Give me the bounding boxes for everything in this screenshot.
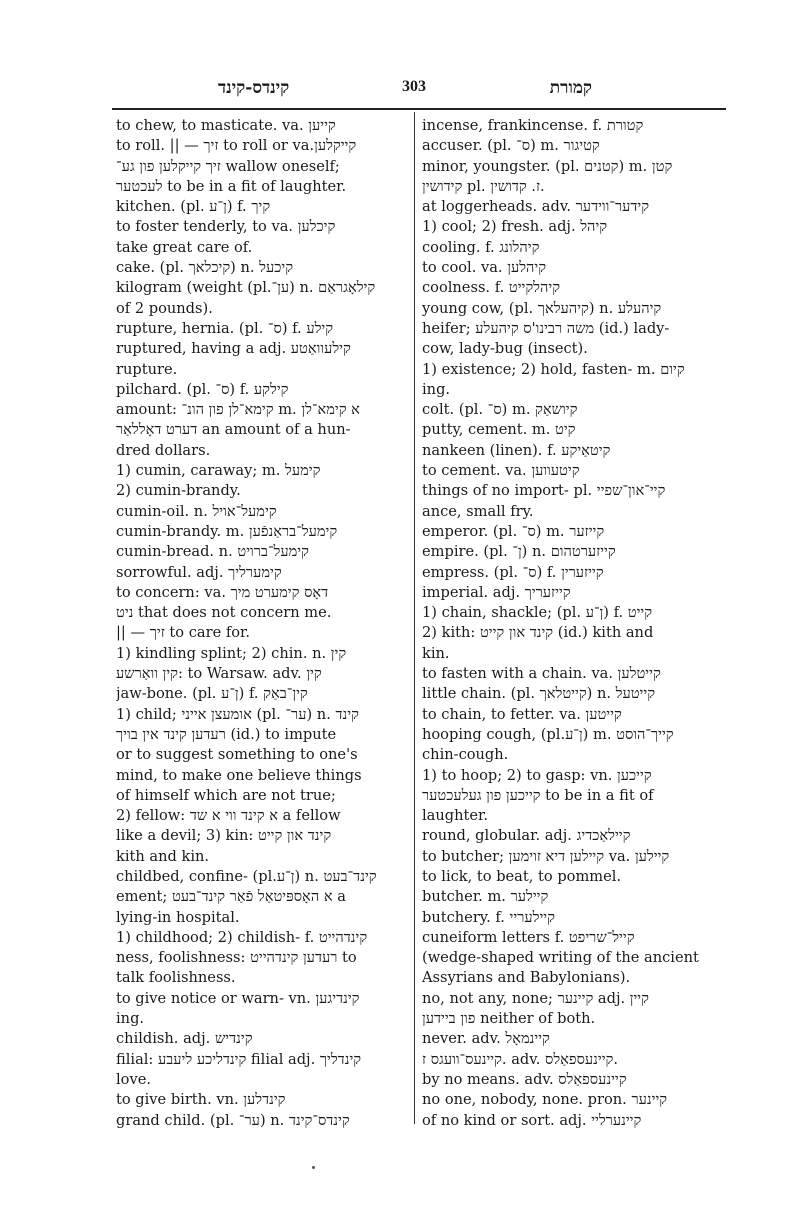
dictionary-entry-line: things of no import- pl. קיי־און־שפיי: [422, 482, 666, 500]
dictionary-entry-line: empress. (pl. ס־) f. קייזערין: [422, 563, 604, 581]
dictionary-entry-line: to chew, to masticate. va. קייען: [116, 117, 336, 134]
dictionary-entry-line: butcher. m. קיילער: [422, 888, 549, 906]
dictionary-entry-line: coolness. f. קיהלקייט: [422, 279, 561, 297]
dictionary-entry-line: filial: קינדליכע ליעבע filial adj. קינדליך: [116, 1050, 362, 1068]
dictionary-entry-line: 1) cool; 2) fresh. adj. קיהל: [422, 218, 608, 236]
ink-speck: [312, 1166, 315, 1169]
dictionary-entry-line: little chain. (pl. קייטלאך) n. קייטעל: [422, 685, 656, 703]
dictionary-entry-line: putty, cement. m. קיט: [422, 421, 576, 439]
header-left-guide-word: קינדס-קינד: [218, 78, 290, 98]
dictionary-entry-line: accuser. (pl. ס־) m. קטיגור: [422, 137, 600, 155]
dictionary-entry-line: 1) chain, shackle; (pl. ן־ע) f. קייט: [422, 604, 653, 622]
dictionary-entry-line: at loggerheads. adv. קידער־ווידער: [422, 198, 650, 216]
dictionary-entry-line: זיך קייקלען פון גע־ wallow oneself;: [116, 157, 340, 175]
dictionary-entry-line: קייכען פון געלעכטער to be in a fit of: [422, 786, 654, 804]
dictionary-entry-line: emperor. (pl. ס־) m. קייזער: [422, 522, 605, 540]
dictionary-entry-line: 1) kindling splint; 2) chin. n. קין: [116, 644, 347, 662]
dictionary-entry-line: of himself which are not true;: [116, 786, 336, 804]
dictionary-entry-line: childbed, confine- (pl.ן־ע) n. קינד־בעט: [116, 867, 377, 885]
dictionary-entry-line: minor, youngster. (pl. קטנים) m. קטן: [422, 157, 673, 175]
dictionary-entry-line: קיינעס־וועגס ז. adv. קיינעספאַלס.: [422, 1050, 618, 1068]
dictionary-entry-line: amount: קימא־לן פון הונ־ m. א קימא־לן: [116, 401, 360, 419]
dictionary-entry-line: of 2 pounds).: [116, 299, 213, 317]
dictionary-entry-line: kin.: [422, 644, 450, 662]
dictionary-entry-line: kitchen. (pl. ן־ע) f. קיך: [116, 198, 271, 216]
dictionary-entry-line: lying-in hospital.: [116, 908, 240, 926]
dictionary-entry-line: 2) cumin-brandy.: [116, 482, 241, 500]
page-number: 303: [402, 78, 426, 95]
dictionary-entry-line: to chain, to fetter. va. קייטען: [422, 705, 622, 723]
dictionary-entry-line: kilogram (weight (pl.ען־) n. קילאָגראַם: [116, 279, 376, 297]
dictionary-entry-line: ing.: [422, 380, 451, 398]
dictionary-entry-line: take great care of.: [116, 238, 253, 256]
dictionary-entry-line: to concern: va. דאָס קימערט מיך: [116, 583, 329, 601]
dictionary-entry-line: rupture.: [116, 360, 178, 378]
dictionary-entry-line: rupture, hernia. (pl. ס־) f. קילע: [116, 319, 334, 337]
dictionary-entry-line: incense, frankincense. f. קטורת: [422, 117, 644, 134]
dictionary-entry-line: pilchard. (pl. ס־) f. קילקע: [116, 380, 289, 398]
dictionary-entry-line: רעדען קינד אין בויך (id.) to impute: [116, 725, 337, 743]
right-column: [422, 116, 722, 1131]
dictionary-entry-line: cooling. f. קיהלונג: [422, 238, 540, 256]
dictionary-entry-line: colt. (pl. ס־) m. קיושאַק: [422, 401, 578, 419]
dictionary-entry-line: heifer; משה רבינו'ס קיהעלע (id.) lady-: [422, 319, 670, 337]
dictionary-entry-line: cow, lady-bug (insect).: [422, 340, 588, 358]
dictionary-entry-line: 2) kith: קינד און קייט (id.) kith and: [422, 624, 654, 642]
dictionary-entry-line: grand child. (pl. ער־) n. קינדס־קינד: [116, 1111, 350, 1129]
dictionary-entry-line: Assyrians and Babylonians).: [422, 969, 631, 987]
dictionary-entry-line: 1) to hoop; 2) to gasp: vn. קייכען: [422, 766, 652, 784]
dictionary-entry-line: cumin-oil. n. קימעל־אויל: [116, 502, 277, 520]
dictionary-entry-line: to give notice or warn- vn. קינדיגען: [116, 989, 360, 1007]
dictionary-entry-line: cuneiform letters f. קייל־שריפט: [422, 928, 635, 946]
dictionary-entry-line: to cool. va. קיהלען: [422, 259, 547, 277]
dictionary-entry-line: פון ביידען neither of both.: [422, 1010, 596, 1028]
dictionary-entry-line: dred dollars.: [116, 441, 211, 459]
dictionary-entry-line: hooping cough, (pl.ן־ע) m. קייך־הוסט: [422, 725, 674, 743]
dictionary-entry-line: nankeen (linen). f. קיטאַיקע: [422, 441, 611, 459]
dictionary-entry-line: לעכטער to be in a fit of laughter.: [116, 177, 347, 195]
left-column: [116, 116, 416, 1131]
dictionary-entry-line: cumin-bread. n. קימעל־ברויט: [116, 543, 309, 561]
dictionary-entry-line: to foster tenderly, to va. קיכלען: [116, 218, 336, 236]
dictionary-entry-line: 1) existence; 2) hold, fasten- m. קיום: [422, 360, 685, 378]
dictionary-entry-line: ement; א האָספּיטאַל פֿאַר קינד־בעט a: [116, 888, 346, 906]
dictionary-entry-line: chin-cough.: [422, 746, 509, 764]
dictionary-entry-line: ness, foolishness: רעדען קינדהייט to: [116, 949, 357, 967]
dictionary-entry-line: young cow, (pl. קיהעלאך) n. קיהעלע: [422, 299, 662, 317]
dictionary-entry-line: || — זיך to care for.: [116, 624, 251, 642]
dictionary-entry-line: ing.: [116, 1010, 145, 1028]
dictionary-entry-line: never. adv. קיינמאָל: [422, 1030, 550, 1048]
dictionary-entry-line: childish. adj. קינדיש: [116, 1030, 253, 1048]
dictionary-entry-line: talk foolishness.: [116, 969, 236, 987]
dictionary-entry-line: to butcher; קיילען דיא זוימען va. קיילען: [422, 847, 670, 865]
dictionary-entry-line: to roll. || — זיך to roll or va.קייקלען: [116, 137, 357, 155]
header-rule: [112, 108, 726, 110]
dictionary-entry-line: round, globular. adj. קיילאַכדיג: [422, 827, 631, 845]
dictionary-entry-line: to give birth. vn. קינדלען: [116, 1091, 286, 1109]
dictionary-entry-line: no one, nobody, none. pron. קיינער: [422, 1091, 668, 1109]
dictionary-entry-line: like a devil; 3) kin: קינד און קייט: [116, 827, 332, 845]
dictionary-entry-line: or to suggest something to one's: [116, 746, 358, 764]
dictionary-entry-line: to fasten with a chain. va. קייטלען: [422, 665, 661, 683]
dictionary-entry-line: kith and kin.: [116, 847, 210, 865]
dictionary-entry-line: jaw-bone. (pl. ן־ע) f. קין־באַק: [116, 685, 308, 703]
dictionary-entry-line: mind, to make one believe things: [116, 766, 362, 784]
dictionary-entry-line: קין וואַרשע: to Warsaw. adv. קין: [116, 665, 322, 683]
dictionary-entry-line: 2) fellow: א קינד ווי א שד a fellow: [116, 807, 341, 825]
dictionary-entry-line: קידושין pl. ז. קדושין.: [422, 177, 545, 195]
dictionary-entry-line: cake. (pl. קיכלאך) n. קיכעל: [116, 259, 294, 277]
dictionary-entry-line: 1) childhood; 2) childish- f. קינדהייט: [116, 928, 368, 946]
dictionary-entry-line: empire. (pl. ן־) n. קייזערטהום: [422, 543, 616, 561]
dictionary-entry-line: to lick, to beat, to pommel.: [422, 867, 622, 885]
dictionary-entry-line: sorrowful. adj. קימערליך: [116, 563, 282, 581]
dictionary-entry-line: ance, small fry.: [422, 502, 534, 520]
dictionary-entry-line: butchery. f. קיילעריי: [422, 908, 555, 926]
dictionary-entry-line: ruptured, having a adj. קילעוואַטע: [116, 340, 351, 358]
dictionary-entry-line: ניט that does not concern me.: [116, 604, 332, 622]
dictionary-entry-line: no, not any, none; קיינער adj. קיין: [422, 989, 649, 1007]
dictionary-entry-line: cumin-brandy. m. קימעל־בראַנפֿען: [116, 522, 338, 540]
header-right-guide-word: קמורת: [549, 78, 592, 98]
dictionary-entry-line: to cement. va. קיטעווען: [422, 462, 580, 480]
dictionary-entry-line: of no kind or sort. adj. קיינערליי: [422, 1111, 642, 1129]
dictionary-entry-line: דערט דאָללאַר an amount of a hun-: [116, 421, 351, 439]
dictionary-entry-line: 1) cumin, caraway; m. קימעל: [116, 462, 321, 480]
dictionary-entry-line: love.: [116, 1070, 151, 1088]
dictionary-entry-line: (wedge-shaped writing of the ancient: [422, 949, 699, 967]
dictionary-entry-line: by no means. adv. קיינעספאַלס: [422, 1070, 627, 1088]
dictionary-entry-line: 1) child; אומעצן אייני (pl. ער־) n. קינד: [116, 705, 359, 723]
dictionary-entry-line: laughter.: [422, 807, 489, 825]
dictionary-entry-line: imperial. adj. קייזעריך: [422, 583, 571, 601]
